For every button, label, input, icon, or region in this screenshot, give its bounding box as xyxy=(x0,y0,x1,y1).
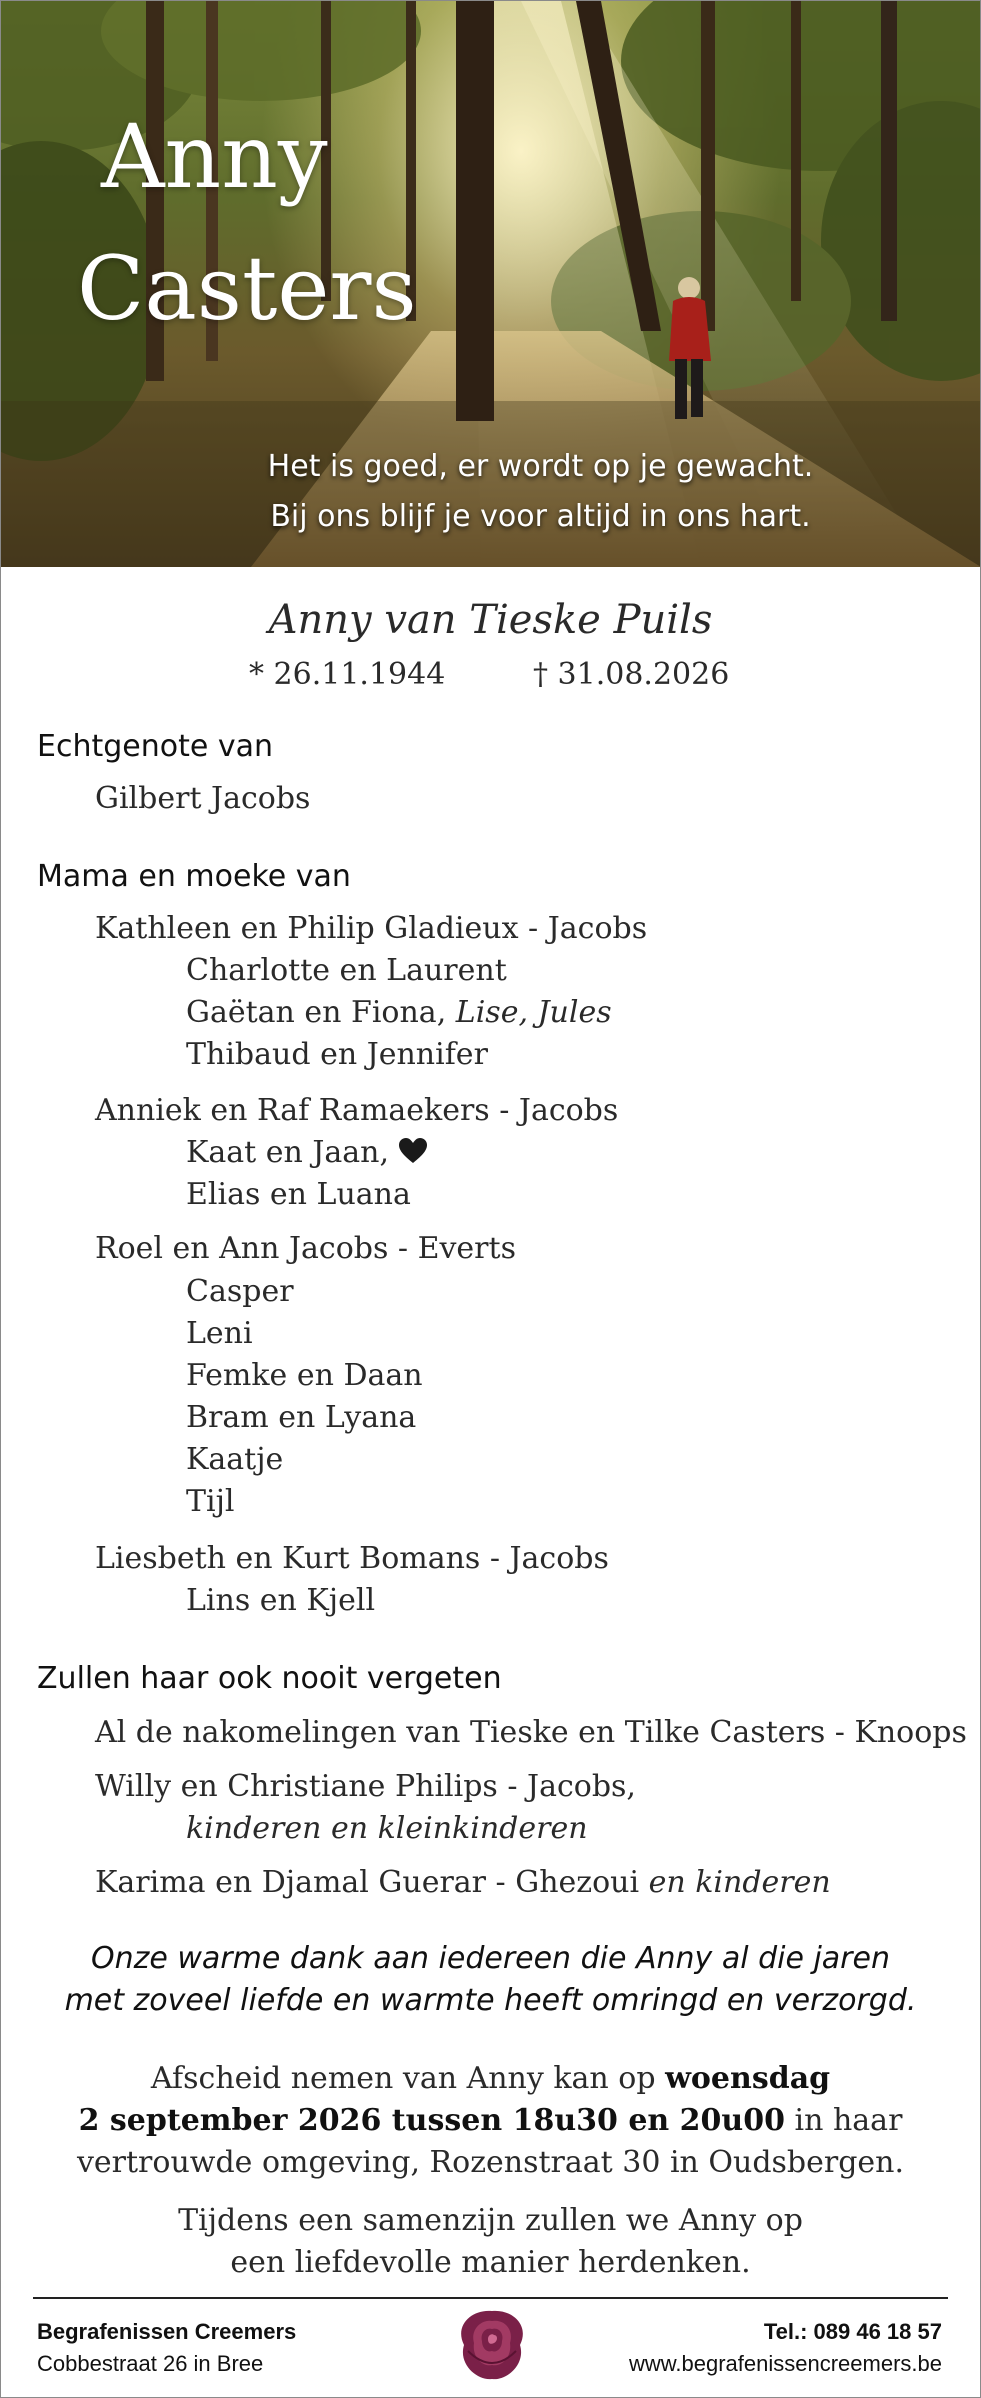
family-3-grandchild-1: Casper xyxy=(186,1274,294,1309)
spouse-name: Gilbert Jacobs xyxy=(95,781,311,816)
children-heading: Mama en moeke van xyxy=(37,859,351,894)
family-1-grandchild-3: Thibaud en Jennifer xyxy=(186,1037,488,1072)
family-3-grandchild-5: Kaatje xyxy=(186,1442,284,1477)
farewell-line-3: vertrouwde omgeving, Rozenstraat 30 in Oudsbergen. xyxy=(76,2145,905,2180)
death-date: † 31.08.2026 xyxy=(533,657,730,692)
hero-quote-line-1: Het is goed, er wordt op je gewacht. xyxy=(267,449,814,484)
family-2-grandchild-2: Elias en Luana xyxy=(186,1177,411,1212)
remember-line-2: Willy en Christiane Philips - Jacobs, xyxy=(95,1769,636,1804)
family-3-grandchild-4: Bram en Lyana xyxy=(186,1400,417,1435)
footer-address: Cobbestraat 26 in Bree xyxy=(37,2351,264,2376)
footer-website[interactable]: www.begrafenissencreemers.be xyxy=(628,2351,942,2376)
full-name: Anny van Tieske Puils xyxy=(268,597,713,643)
hero-last-name: Casters xyxy=(77,237,417,340)
forest-photo xyxy=(1,1,980,567)
family-1-grandchild-2: Gaëtan en Fiona, Lise, Jules xyxy=(186,995,612,1030)
thanks-line-2: met zoveel liefde en warmte heeft omringd en verzorgd. xyxy=(64,1983,917,2018)
family-2-grandchild-1: Kaat en Jaan, xyxy=(186,1135,427,1170)
farewell-line-5: een liefdevolle manier herdenken. xyxy=(230,2245,751,2280)
family-3-grandchild-2: Leni xyxy=(186,1316,253,1351)
farewell-line-2: 2 september 2026 tussen 18u30 en 20u00 in haar xyxy=(78,2103,903,2138)
rose-icon xyxy=(454,2305,530,2383)
spouse-heading: Echtgenote van xyxy=(37,729,274,764)
footer-phone[interactable]: Tel.: 089 46 18 57 xyxy=(763,2319,942,2344)
remember-line-2b: kinderen en kleinkinderen xyxy=(186,1811,588,1846)
remember-heading: Zullen haar ook nooit vergeten xyxy=(37,1661,502,1696)
hero-quote-line-2: Bij ons blijf je voor altijd in ons hart. xyxy=(270,499,811,534)
farewell-line-4: Tijdens een samenzijn zullen we Anny op xyxy=(178,2203,803,2238)
thanks-line-1: Onze warme dank aan iedereen die Anny al die jaren xyxy=(91,1941,890,1976)
footer-divider xyxy=(33,2297,948,2299)
remember-line-3: Karima en Djamal Guerar - Ghezoui en kinderen xyxy=(95,1865,831,1900)
farewell-line-1: Afscheid nemen van Anny kan op woensdag xyxy=(150,2061,831,2096)
family-1-grandchild-1: Charlotte en Laurent xyxy=(186,953,507,988)
birth-date: * 26.11.1944 xyxy=(249,657,446,692)
remember-line-1: Al de nakomelingen van Tieske en Tilke Casters - Knoops xyxy=(95,1715,967,1750)
family-4-grandchild-1: Lins en Kjell xyxy=(186,1583,376,1618)
family-3-name: Roel en Ann Jacobs - Everts xyxy=(95,1231,516,1266)
family-2-name: Anniek en Raf Ramaekers - Jacobs xyxy=(95,1093,619,1128)
hero-first-name: Anny xyxy=(101,105,328,208)
family-1-name: Kathleen en Philip Gladieux - Jacobs xyxy=(95,911,648,946)
footer-company: Begrafenissen Creemers xyxy=(37,2319,297,2344)
family-4-name: Liesbeth en Kurt Bomans - Jacobs xyxy=(95,1541,609,1576)
family-3-grandchild-6: Tijl xyxy=(186,1484,235,1519)
heart-icon xyxy=(399,1138,427,1164)
family-3-grandchild-3: Femke en Daan xyxy=(186,1358,423,1393)
